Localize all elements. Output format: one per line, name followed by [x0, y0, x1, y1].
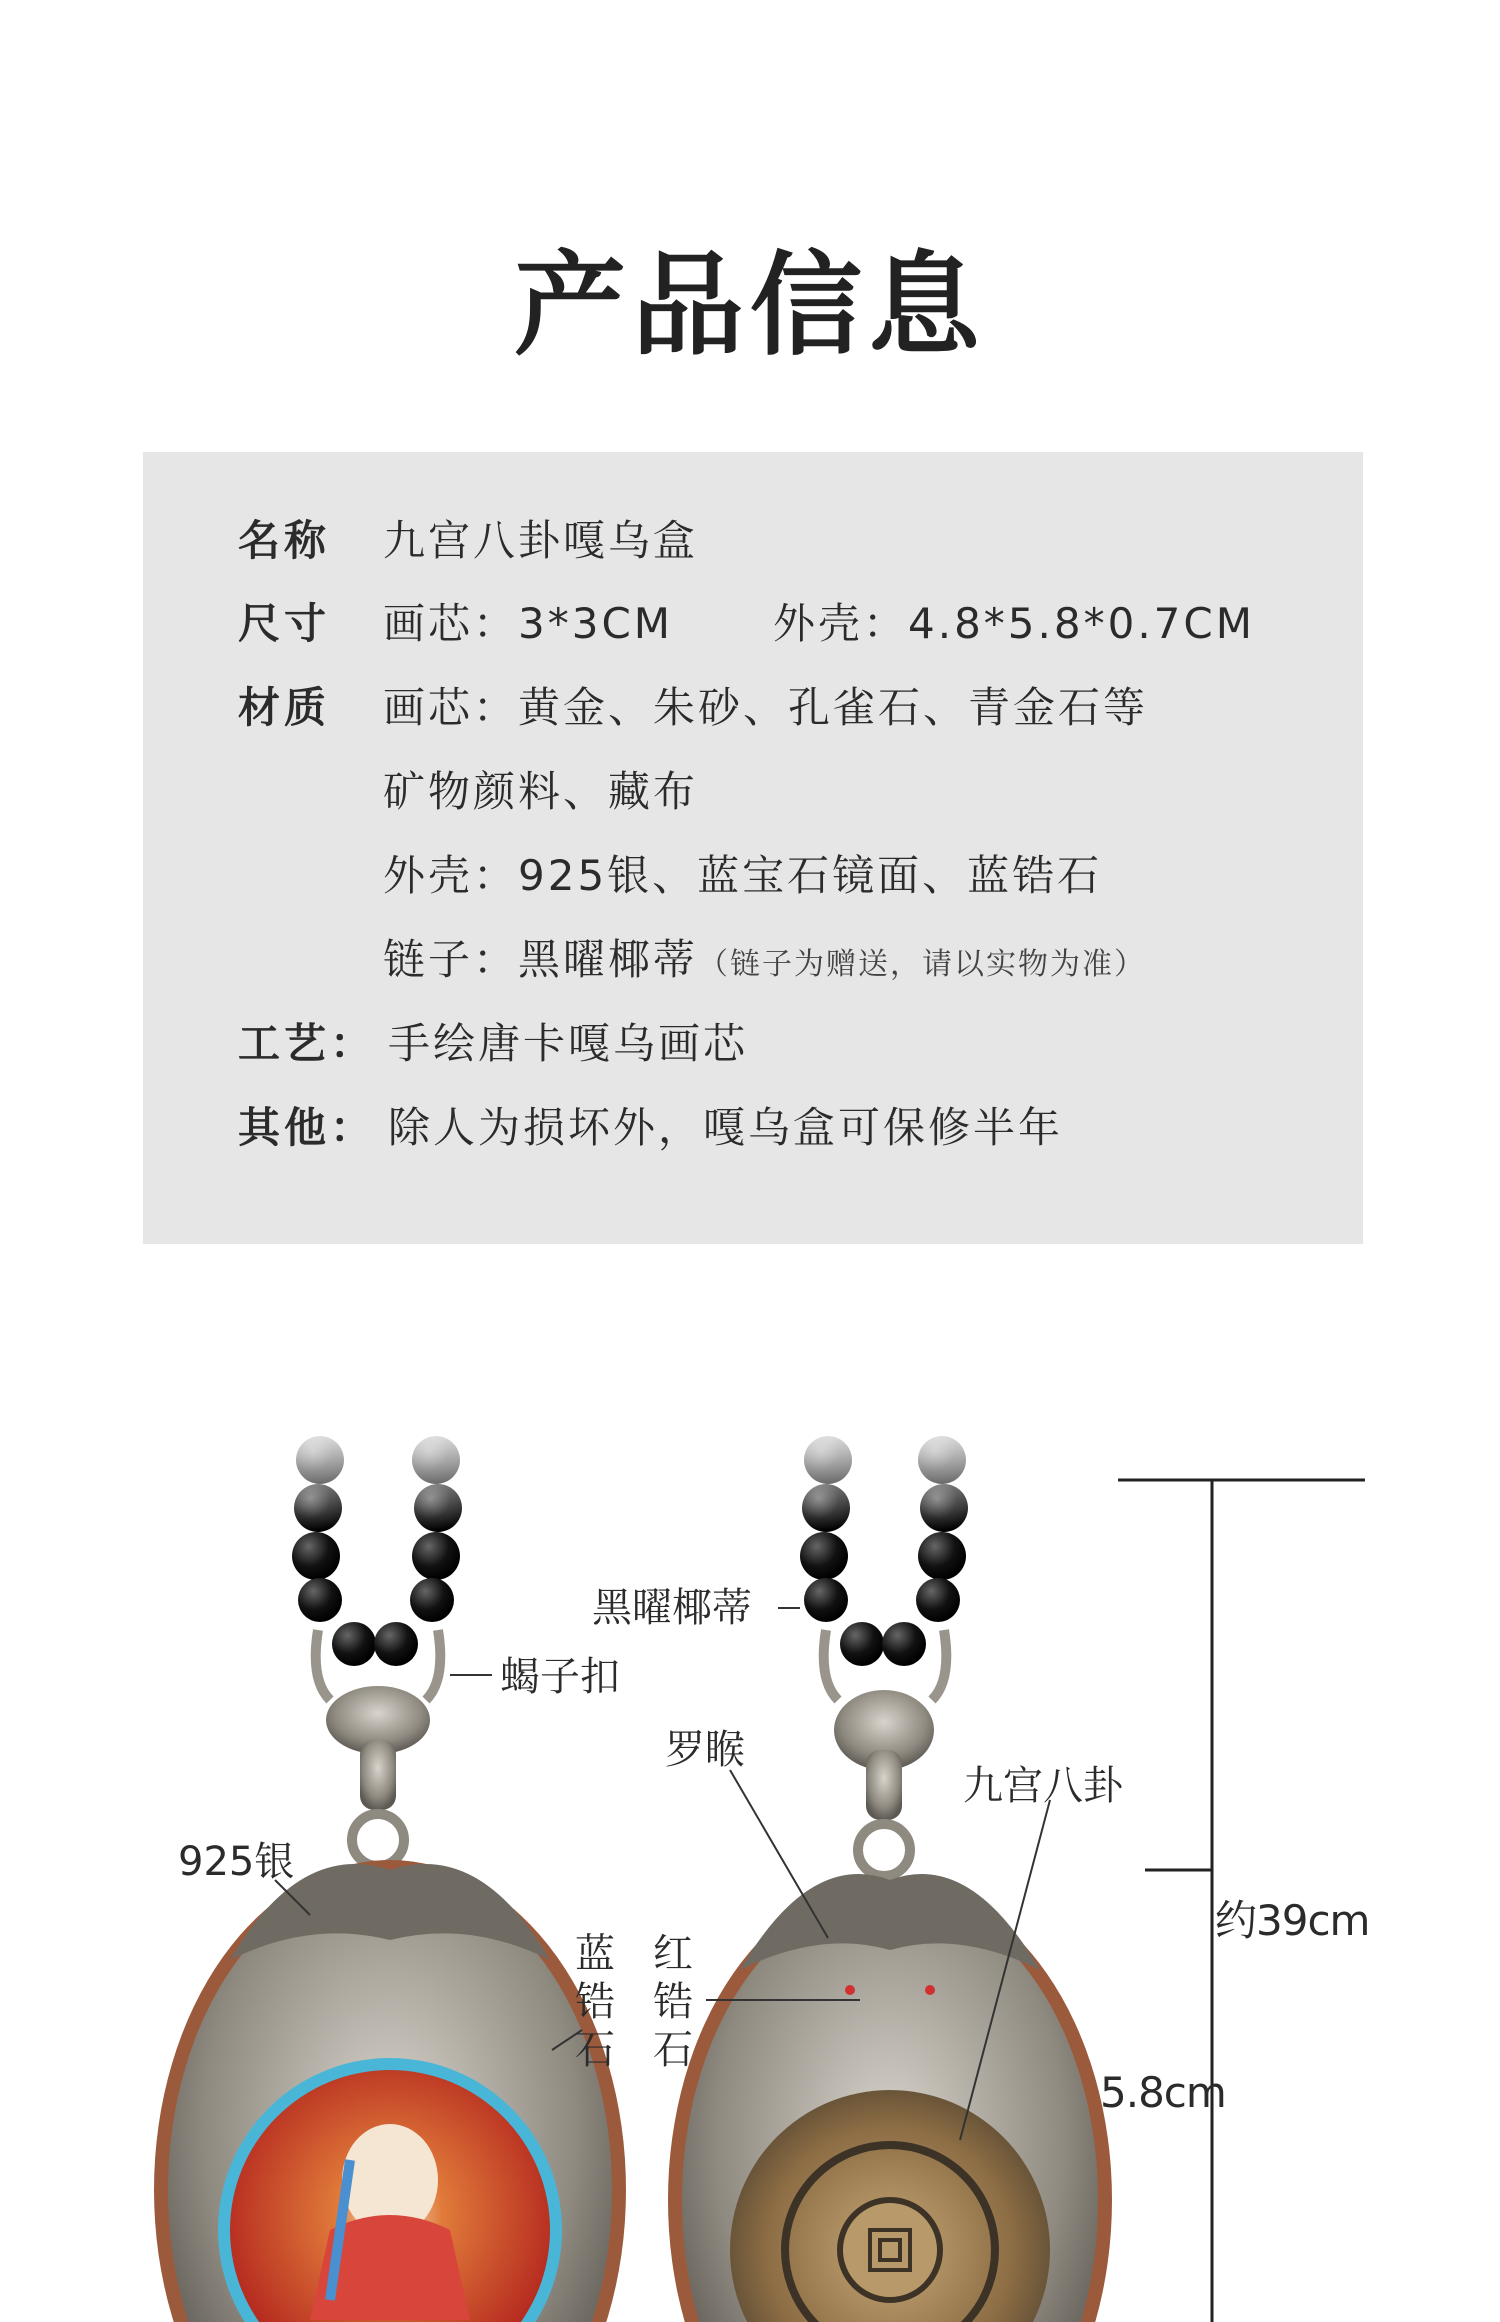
callout-silver: 925银	[178, 1839, 295, 1885]
left-pendant	[154, 1860, 626, 2322]
callout-blue-zircon: 蓝锆石	[575, 1931, 615, 2073]
material-note: （链子为赠送，请以实物为准）	[698, 947, 1147, 982]
callout-rahu: 罗睺	[665, 1727, 745, 1773]
height-dimension: 5.8cm	[1100, 2068, 1226, 2117]
name-value: 九宫八卦嘎乌盒	[383, 516, 699, 565]
info-row-material-4	[383, 930, 1146, 990]
other-label: 其他：	[238, 1103, 377, 1152]
length-dimension: 约39cm	[1215, 1896, 1370, 1945]
info-row-material	[238, 678, 1148, 738]
right-scorpion-clasp	[824, 1630, 947, 1876]
callout-scorpion-clasp: 蝎子扣	[500, 1654, 620, 1700]
material-line2: 矿物颜料、藏布	[383, 767, 699, 816]
info-row-material-2	[383, 762, 698, 822]
craft-value: 手绘唐卡嘎乌画芯	[388, 1019, 749, 1068]
material-line4: 链子：黑曜椰蒂	[383, 935, 699, 984]
callout-nine-palace: 九宫八卦	[963, 1763, 1123, 1809]
other-value: 除人为损坏外，嘎乌盒可保修半年	[388, 1103, 1064, 1152]
craft-label: 工艺：	[238, 1019, 377, 1068]
size-core: 画芯：3*3CM	[383, 599, 674, 648]
product-info-panel	[143, 452, 1363, 1244]
callout-obsidian-coconut: 黑曜椰蒂	[592, 1585, 752, 1631]
material-label: 材质	[238, 683, 331, 732]
page-title: 产品信息	[514, 241, 986, 371]
product-photo-area	[0, 1400, 1500, 2322]
material-line3: 外壳：925银、蓝宝石镜面、蓝锆石	[383, 851, 1103, 900]
left-bead-chain	[280, 1420, 480, 1666]
right-pendant	[668, 1874, 1112, 2322]
info-row-craft	[238, 1014, 748, 1074]
info-row-other	[238, 1098, 1063, 1158]
info-row-size	[238, 594, 1255, 654]
name-label: 名称	[238, 516, 331, 565]
callout-red-zircon: 红锆石	[653, 1931, 693, 2073]
material-line1: 画芯：黄金、朱砂、孔雀石、青金石等	[383, 683, 1149, 732]
size-shell: 外壳：4.8*5.8*0.7CM	[773, 599, 1255, 648]
size-label: 尺寸	[238, 599, 331, 648]
right-bead-chain	[790, 1420, 990, 1666]
info-row-material-3	[383, 846, 1102, 906]
left-scorpion-clasp	[316, 1630, 441, 1866]
info-row-name	[238, 511, 698, 571]
